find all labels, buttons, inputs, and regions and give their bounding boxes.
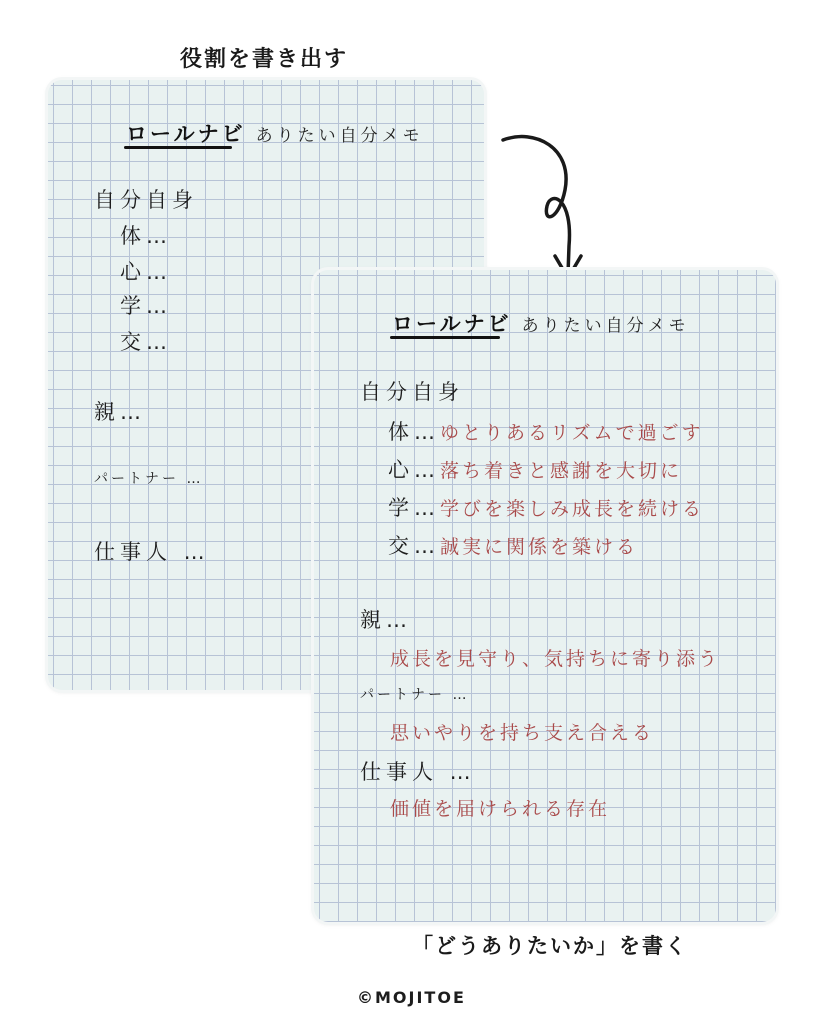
memo-sheet-filled (314, 270, 776, 922)
note-social: 誠実に関係を築ける (440, 536, 639, 558)
memo-subtitle: ありたい自分メモ (255, 126, 424, 146)
role-mind: 心… (388, 458, 440, 482)
role-learn-row (388, 492, 704, 522)
role-body-row (388, 416, 704, 446)
role-body: 体… (388, 420, 440, 444)
note-learn: 学びを楽しみ成長を続ける (440, 498, 705, 520)
note-body: ゆとりあるリズムで過ごす (440, 422, 704, 444)
caption-list-roles: 役割を書き出す (180, 47, 349, 72)
memo-subtitle: ありたい自分メモ (521, 316, 690, 336)
role-social: 交… (388, 534, 440, 558)
note-mind: 落ち着きと感謝を大切に (440, 460, 683, 482)
brand-underline (390, 336, 500, 339)
note-parent: 成長を見守り、気持ちに寄り添う (390, 648, 721, 670)
caption-write-ideal: 「どうありたいか」を書く (412, 934, 688, 958)
role-worker: 仕事人 … (360, 760, 476, 784)
role-worker: 仕事人 … (94, 540, 210, 564)
role-self: 自分自身 (360, 380, 464, 404)
role-social: 交… (120, 330, 172, 354)
role-body: 体… (120, 224, 172, 248)
brand-underline (124, 146, 232, 149)
role-parent: 親… (94, 400, 146, 424)
memo-title (126, 118, 424, 148)
role-learn: 学… (120, 294, 172, 318)
role-social-row (388, 530, 638, 560)
memo-brand: ロールナビ (392, 312, 512, 336)
curved-arrow-icon (495, 128, 605, 288)
role-mind-row (388, 454, 682, 484)
memo-title (392, 308, 690, 338)
role-parent: 親… (360, 608, 412, 632)
copyright-credit: ©MOJITOE (357, 988, 466, 1007)
role-mind: 心… (120, 260, 172, 284)
role-learn: 学… (388, 496, 440, 520)
note-worker: 価値を届けられる存在 (390, 798, 611, 820)
role-partner: パートナー … (360, 687, 470, 703)
role-partner: パートナー … (94, 471, 204, 487)
role-self: 自分自身 (94, 188, 198, 212)
memo-brand: ロールナビ (126, 122, 246, 146)
note-partner: 思いやりを持ち支え合える (390, 722, 655, 744)
